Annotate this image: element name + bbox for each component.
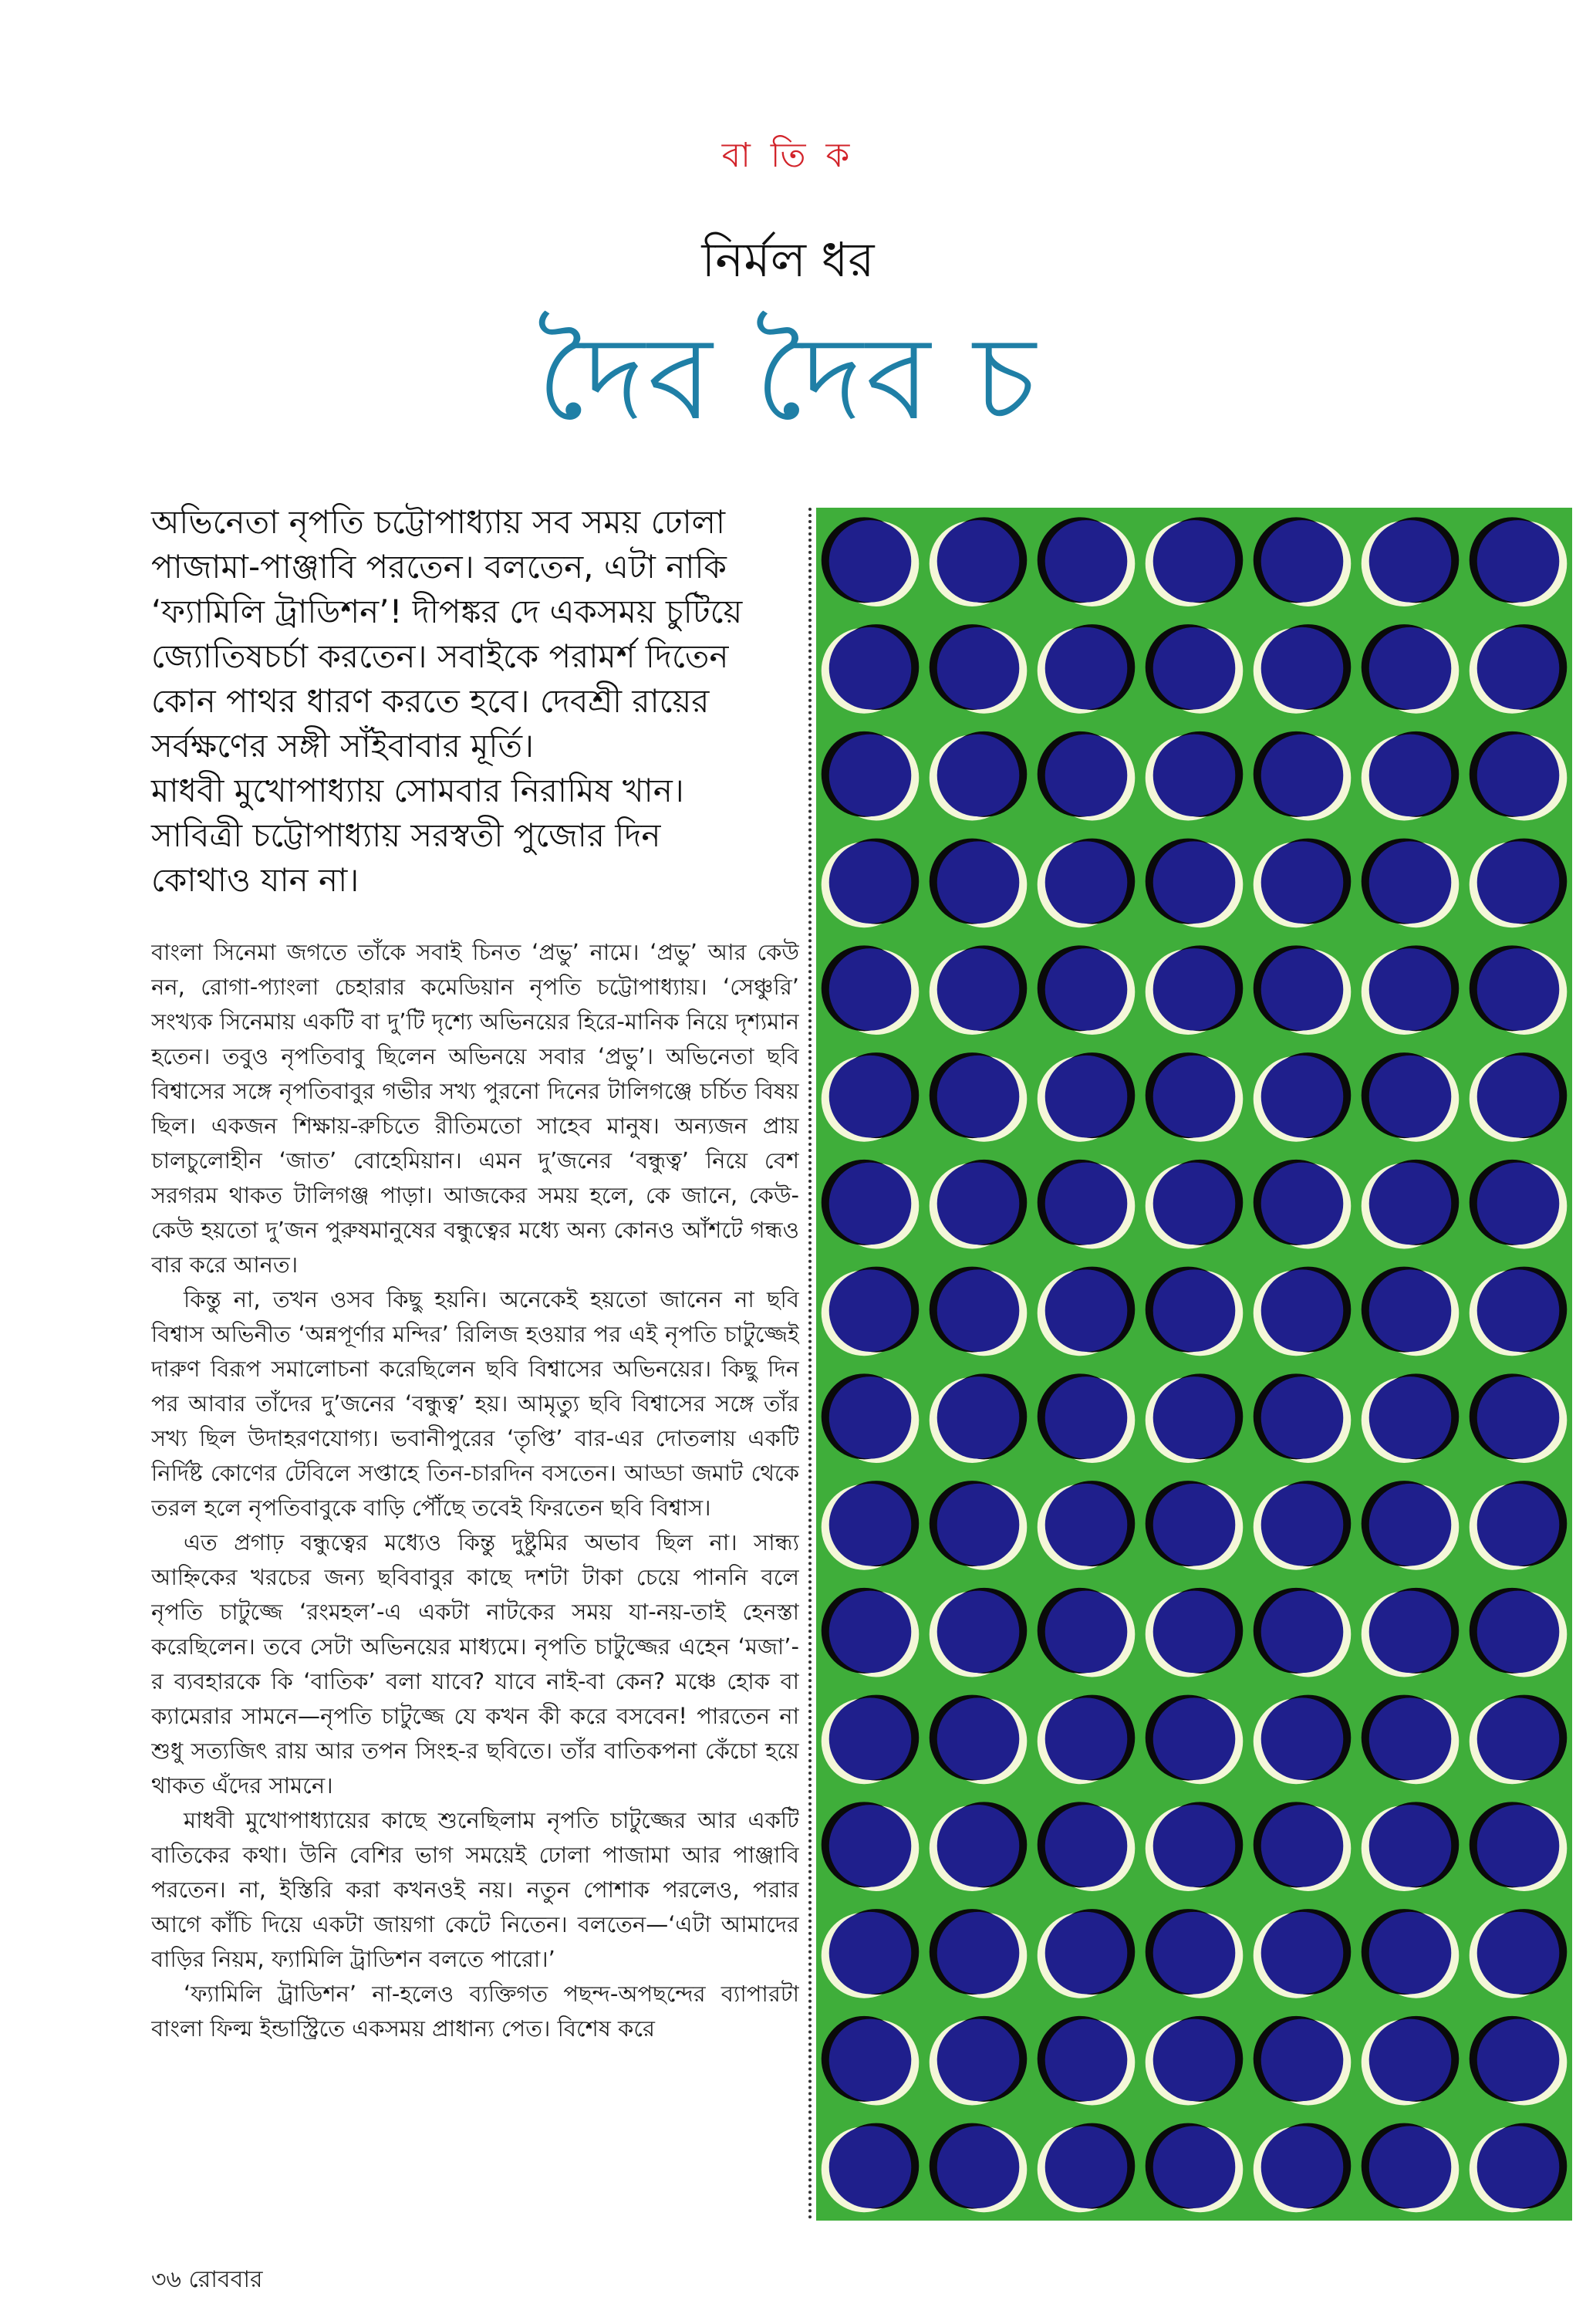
illusion-dot [822, 2016, 920, 2106]
illusion-dot [822, 1160, 920, 1249]
column-divider [808, 508, 812, 2221]
illusion-dot [1362, 1909, 1460, 1998]
illusion-dot [1362, 1588, 1460, 1677]
intro-line: জ্যোতিষচর্চা করতেন। সবাইকে পরামর্শ দিতেন [151, 637, 729, 675]
section-label: বা তি ক [721, 136, 855, 175]
illusion-dot [1470, 1267, 1568, 1356]
illusion-dot [822, 1052, 920, 1142]
illusion-dot [1038, 945, 1136, 1035]
illusion-dot [1146, 1267, 1244, 1356]
illusion-dot [1362, 517, 1460, 606]
illusion-dot [822, 1373, 920, 1463]
illusion-dot [1362, 839, 1460, 928]
illusion-dot [1362, 2123, 1460, 2213]
body-paragraph: কিন্তু না, তখন ওসব কিছু হয়নি। অনেকেই হয়তো জানেন না ছবি বিশ্বাস অভিনীত ‘অন্নপূর্ণার মন্দির’ রিলিজ হওয়ার পর এই নৃপতি চাটুজ্জেই দারুণ বিরূপ সমালোচনা করেছিলেন ছবি বিশ্বাসের অভিনয়ের। কিছু দিন পর আবার তাঁদের দু’জনের ‘বন্ধুত্ব’ হয়। আমৃত্যু ছবি বিশ্বাসের সঙ্গে তাঁর সখ্য ছিল উদাহরণযোগ্য। ভবানীপুরের ‘তৃপ্তি’ বার-এর দোতলায় একটি নির্দিষ্ট কোণের টেবিলে সপ্তাহে তিন-চারদিন বসতেন। আড্ডা জমাট থেকে তরল হলে নৃপতিবাবুকে বাড়ি পৌঁছে তবেই ফিরতেন ছবি বিশ্বাস। [151, 1286, 799, 1521]
illusion-dot [1146, 2016, 1244, 2106]
illusion-dot [930, 1052, 1028, 1142]
illusion-dot [1470, 2123, 1568, 2213]
illusion-dot [1362, 1160, 1460, 1249]
illusion-dot [1362, 1052, 1460, 1142]
dot-pattern-graphic [816, 508, 1572, 2221]
illusion-dot [930, 2016, 1028, 2106]
illusion-dot [1254, 945, 1352, 1035]
illusion-dot [822, 1588, 920, 1677]
illusion-dot [1254, 624, 1352, 714]
intro-line: ‘ফ্যামিলি ট্রাডিশন’! দীপঙ্কর দে একসময় চুটিয়ে [151, 593, 743, 630]
illusion-dot [1254, 1695, 1352, 1785]
illusion-dot [930, 945, 1028, 1035]
illusion-dot [1146, 1695, 1244, 1785]
illusion-dot [1470, 1588, 1568, 1677]
illusion-dot [1254, 1160, 1352, 1249]
illusion-dot [930, 731, 1028, 821]
illusion-dot [930, 1160, 1028, 1249]
illusion-dot [1362, 1267, 1460, 1356]
illusion-dot [1470, 1909, 1568, 1998]
illusion-dot [1146, 839, 1244, 928]
article-title: দৈব দৈব চ [537, 312, 1039, 446]
illusion-dot [822, 945, 920, 1035]
illusion-dot [1146, 945, 1244, 1035]
body-paragraph: বাংলা সিনেমা জগতে তাঁকে সবাই চিনত ‘প্রভু’ নামে। ‘প্রভু’ আর কেউ নন, রোগা-প্যাংলা চেহারার কমেডিয়ান নৃপতি চট্টোপাধ্যায়। ‘সেঞ্চুরি’ সংখ্যক সিনেমায় একটি বা দু’টি দৃশ্যে অভিনয়ের হিরে-মানিক নিয়ে দৃশ্যমান হতেন। তবুও নৃপতিবাবু ছিলেন অভিনয়ে সবার ‘প্রভু’। অভিনেতা ছবি বিশ্বাসের সঙ্গে নৃপতিবাবুর গভীর সখ্য পুরনো দিনের টালিগঞ্জে চর্চিত বিষয় ছিল। একজন শিক্ষায়-রুচিতে রীতিমতো সাহেব মানুষ। অন্যজন প্রায় চালচুলোহীন ‘জাত’ বোহেমিয়ান। এমন দু’জনের ‘বন্ধুত্ব’ নিয়ে বেশ সরগরম থাকত টালিগঞ্জ পাড়া। আজকের সময় হলে, কে জানে, কেউ-কেউ হয়তো দু’জন পুরুষমানুষের বন্ধুত্বের মধ্যে অন্য কোনও আঁশটে গন্ধও বার করে আনত। [151, 939, 799, 1278]
illusion-dot [1362, 1373, 1460, 1463]
illusion-dot [1038, 2016, 1136, 2106]
author-name: নির্মল ধর [701, 231, 875, 288]
illusion-dot [1254, 1909, 1352, 1998]
illusion-dot [1470, 945, 1568, 1035]
illusion-dot [1254, 1481, 1352, 1570]
illusion-dot [1254, 2016, 1352, 2106]
illusion-dot [822, 1909, 920, 1998]
illusion-dot [1470, 2016, 1568, 2106]
illusion-dot [1038, 624, 1136, 714]
illusion-dot [1038, 1052, 1136, 1142]
illusion-dot [930, 1373, 1028, 1463]
illusion-dot [1470, 1373, 1568, 1463]
illusion-dot [1254, 1052, 1352, 1142]
illusion-dot [1038, 731, 1136, 821]
illusion-dot [822, 2123, 920, 2213]
illusion-dot [1038, 839, 1136, 928]
illusion-dot [1146, 1052, 1244, 1142]
intro-line: সাবিত্রী চট্টোপাধ্যায় সরস্বতী পুজোর দিন [151, 816, 661, 854]
illusion-dot [822, 731, 920, 821]
intro-blurb [151, 500, 807, 903]
illusion-dot [1254, 1373, 1352, 1463]
illusion-dot [1038, 517, 1136, 606]
illusion-dot [930, 1695, 1028, 1785]
illusion-dot [1362, 624, 1460, 714]
article-body [151, 935, 799, 2216]
illusion-dot [1146, 1802, 1244, 1891]
illusion-dot [822, 839, 920, 928]
illusion-dot [1362, 1481, 1460, 1570]
illusion-dot [822, 1802, 920, 1891]
illusion-dot [1038, 1909, 1136, 1998]
illusion-dot [1146, 517, 1244, 606]
illusion-dot [1146, 1160, 1244, 1249]
illusion-dot [822, 1695, 920, 1785]
illusion-dot [930, 839, 1028, 928]
illusion-dot [930, 2123, 1028, 2213]
illusion-dot [930, 1802, 1028, 1891]
illusion-dot [1146, 2123, 1244, 2213]
illusion-dot [822, 517, 920, 606]
body-paragraph: ‘ফ্যামিলি ট্রাডিশন’ না-হলেও ব্যক্তিগত পছন্দ-অপছন্দের ব্যাপারটা বাংলা ফিল্ম ইন্ডাস্ট্রিতে একসময় প্রাধান্য পেত। বিশেষ করে [151, 1981, 799, 2042]
illusion-dot [1038, 1267, 1136, 1356]
illusion-dot [1254, 1588, 1352, 1677]
intro-line: অভিনেতা নৃপতি চট্টোপাধ্যায় সব সময় ঢোলা [151, 503, 726, 541]
illusion-dot [1362, 945, 1460, 1035]
illusion-dot [822, 624, 920, 714]
illusion-dot [930, 624, 1028, 714]
illusion-dot [1470, 624, 1568, 714]
illusion-dot [930, 1267, 1028, 1356]
illusion-dot [1038, 2123, 1136, 2213]
intro-line: সর্বক্ষণের সঙ্গী সাঁইবাবার মূর্তি। [151, 727, 535, 765]
illusion-dot [1146, 624, 1244, 714]
illusion-dot [1146, 1373, 1244, 1463]
illusion-dot [1254, 839, 1352, 928]
illusion-dot [930, 1588, 1028, 1677]
intro-line: কোন পাথর ধারণ করতে হবে। দেবশ্রী রায়ের [151, 682, 710, 720]
illusion-dot [1038, 1588, 1136, 1677]
illusion-dot [1470, 1802, 1568, 1891]
illusion-dot [1038, 1695, 1136, 1785]
illusion-dot [822, 1267, 920, 1356]
illusion-dot [1470, 517, 1568, 606]
illusion-dot [1038, 1373, 1136, 1463]
illusion-dot [1362, 731, 1460, 821]
illusion-dot [930, 517, 1028, 606]
illusion-dot [1254, 1267, 1352, 1356]
intro-line: পাজামা-পাঞ্জাবি পরতেন। বলতেন, এটা নাকি [151, 548, 727, 586]
illusion-dot [822, 1481, 920, 1570]
illusion-dot [1038, 1481, 1136, 1570]
illusion-dot [1470, 1481, 1568, 1570]
illusion-dot [1146, 1909, 1244, 1998]
illusion-dot [1470, 1160, 1568, 1249]
page-footer: ৩৬ রোববার [151, 2266, 263, 2293]
illusion-dot [1038, 1802, 1136, 1891]
body-paragraph: এত প্রগাঢ় বন্ধুত্বের মধ্যেও কিন্তু দুষ্টুমির অভাব ছিল না। সান্ধ্য আহ্নিকের খরচের জন্য ছবিবাবুর কাছে দশটা টাকা চেয়ে পাননি বলে নৃপতি চাটুজ্জে ‘রংমহল’-এ একটা নাটকের সময় যা-নয়-তাই হেনস্তা করেছিলেন। তবে সেটা অভিনয়ের মাধ্যমে। নৃপতি চাটুজ্জের এহেন ‘মজা’-র ব্যবহারকে কি ‘বাতিক’ বলা যাবে? যাবে নাই-বা কেন? মঞ্চে হোক বা ক্যামেরার সামনে—নৃপতি চাটুজ্জে যে কখন কী করে বসবেন! পারতেন না শুধু সত্যজিৎ রায় আর তপন সিংহ-র ছবিতে। তাঁর বাতিকপনা কেঁচো হয়ে থাকত এঁদের সামনে। [151, 1529, 799, 1799]
illusion-dot [1470, 1052, 1568, 1142]
illusion-dot [1038, 1160, 1136, 1249]
intro-line: মাধবী মুখোপাধ্যায় সোমবার নিরামিষ খান। [151, 772, 684, 809]
illusion-dot [1146, 1588, 1244, 1677]
optical-illusion-illustration [816, 508, 1572, 2221]
illusion-dot [1362, 1802, 1460, 1891]
illusion-dot [1146, 731, 1244, 821]
illusion-dot [1254, 1802, 1352, 1891]
illusion-dot [1146, 1481, 1244, 1570]
illusion-dot [1362, 2016, 1460, 2106]
body-paragraph: মাধবী মুখোপাধ্যায়ের কাছে শুনেছিলাম নৃপতি চাটুজ্জের আর একটি বাতিকের কথা। উনি বেশির ভাগ সময়েই ঢোলা পাজামা আর পাঞ্জাবি পরতেন। না, ইস্তিরি করা কখনওই নয়। নতুন পোশাক পরলেও, পরার আগে কাঁচি দিয়ে একটা জায়গা কেটে নিতেন। বলতেন—‘এটা আমাদের বাড়ির নিয়ম, ফ্যামিলি ট্রাডিশন বলতে পারো।’ [151, 1807, 799, 1972]
illusion-dot [930, 1481, 1028, 1570]
illusion-dot [1362, 1695, 1460, 1785]
illusion-dot [1254, 2123, 1352, 2213]
illusion-dot [1470, 1695, 1568, 1785]
illusion-dot [1254, 517, 1352, 606]
illusion-dot [930, 1909, 1028, 1998]
intro-line: কোথাও যান না। [151, 861, 359, 899]
illusion-dot [1470, 839, 1568, 928]
illusion-dot [1470, 731, 1568, 821]
illusion-dot [1254, 731, 1352, 821]
